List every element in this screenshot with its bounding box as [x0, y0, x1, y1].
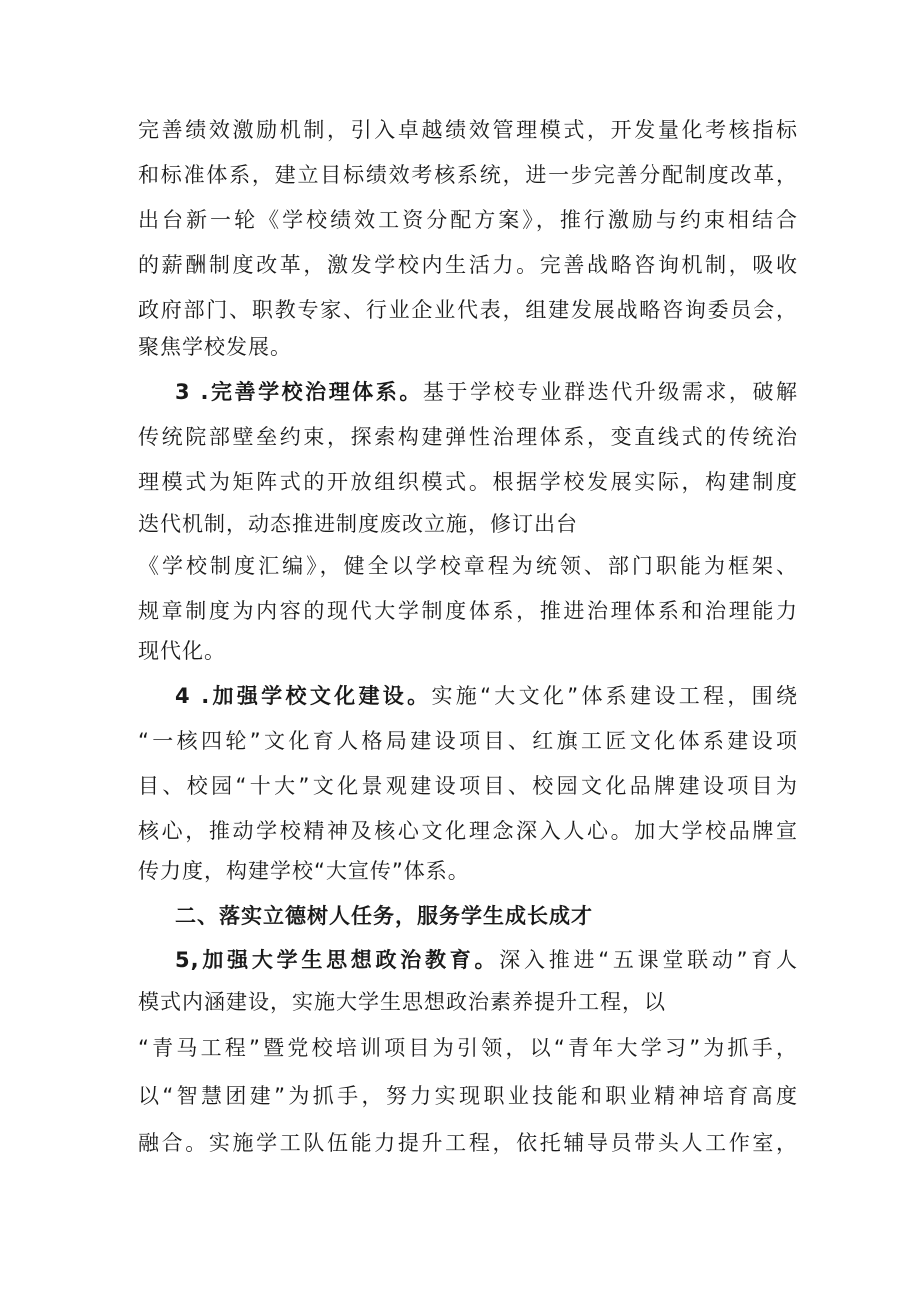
text-line: 现代化。	[138, 639, 226, 663]
paragraph-heading: 3 .完善学校治理体系。	[175, 380, 423, 404]
text-line: 理模式为矩阵式的开放组织模式。根据学校发展实际，构建制度	[138, 470, 798, 494]
paragraph-first-line	[175, 946, 798, 974]
text-line: 聚焦学校发展。	[138, 335, 292, 359]
text-line: 融合。实施学工队伍能力提升工程，依托辅导员带头人工作室，	[138, 1131, 798, 1155]
paragraph-first-line	[175, 378, 798, 406]
paragraph-text: 基于学校专业群迭代升级需求，破解	[422, 380, 798, 404]
text-line: 目、校园“十大”文化景观建设项目、校园文化品牌建设项目为	[138, 774, 798, 798]
text-line: 规章制度为内容的现代大学制度体系，推进治理体系和治理能力	[138, 599, 798, 623]
paragraph-text: 深入推进“五课堂联动”育人	[499, 948, 798, 972]
text-line: “青马工程”暨党校培训项目为引领，以“青年大学习”为抓手，	[138, 1036, 798, 1060]
text-line: 传力度，构建学校“大宣传”体系。	[138, 859, 470, 883]
text-line: 和标准体系，建立目标绩效考核系统，进一步完善分配制度改革，	[138, 163, 798, 187]
section-title: 二、落实立德树人任务，服务学生成长成才	[175, 904, 593, 928]
text-line: 出台新一轮《学校绩效工资分配方案》，推行激励与约束相结合	[138, 208, 798, 232]
text-line: 完善绩效激励机制，引入卓越绩效管理模式，开发量化考核指标	[138, 118, 798, 142]
text-line: 以“智慧团建”为抓手，努力实现职业技能和职业精神培育高度	[138, 1084, 798, 1108]
paragraph-heading: 4 .加强学校文化建设。	[175, 684, 432, 708]
text-line: 传统院部壁垒约束，探索构建弹性治理体系，变直线式的传统治	[138, 425, 798, 449]
text-line: 模式内涵建设，实施大学生思想政治素养提升工程，以	[138, 990, 666, 1014]
text-line: 的薪酬制度改革，激发学校内生活力。完善战略咨询机制，吸收	[138, 253, 798, 277]
text-line: 迭代机制，动态推进制度废改立施，修订出台	[138, 512, 578, 536]
text-line: 政府部门、职教专家、行业企业代表，组建发展战略咨询委员会，	[138, 298, 798, 322]
text-line: “一核四轮”文化育人格局建设项目、红旗工匠文化体系建设项	[138, 729, 798, 753]
text-line: 《学校制度汇编》，健全以学校章程为统领、部门职能为框架、	[138, 554, 798, 578]
paragraph-first-line	[175, 682, 798, 710]
paragraph-heading: 5,加强大学生思想政治教育。	[175, 948, 500, 972]
text-line: 核心，推动学校精神及核心文化理念深入人心。加大学校品牌宣	[138, 819, 798, 843]
paragraph-text: 实施“大文化”体系建设工程，围绕	[431, 684, 798, 708]
